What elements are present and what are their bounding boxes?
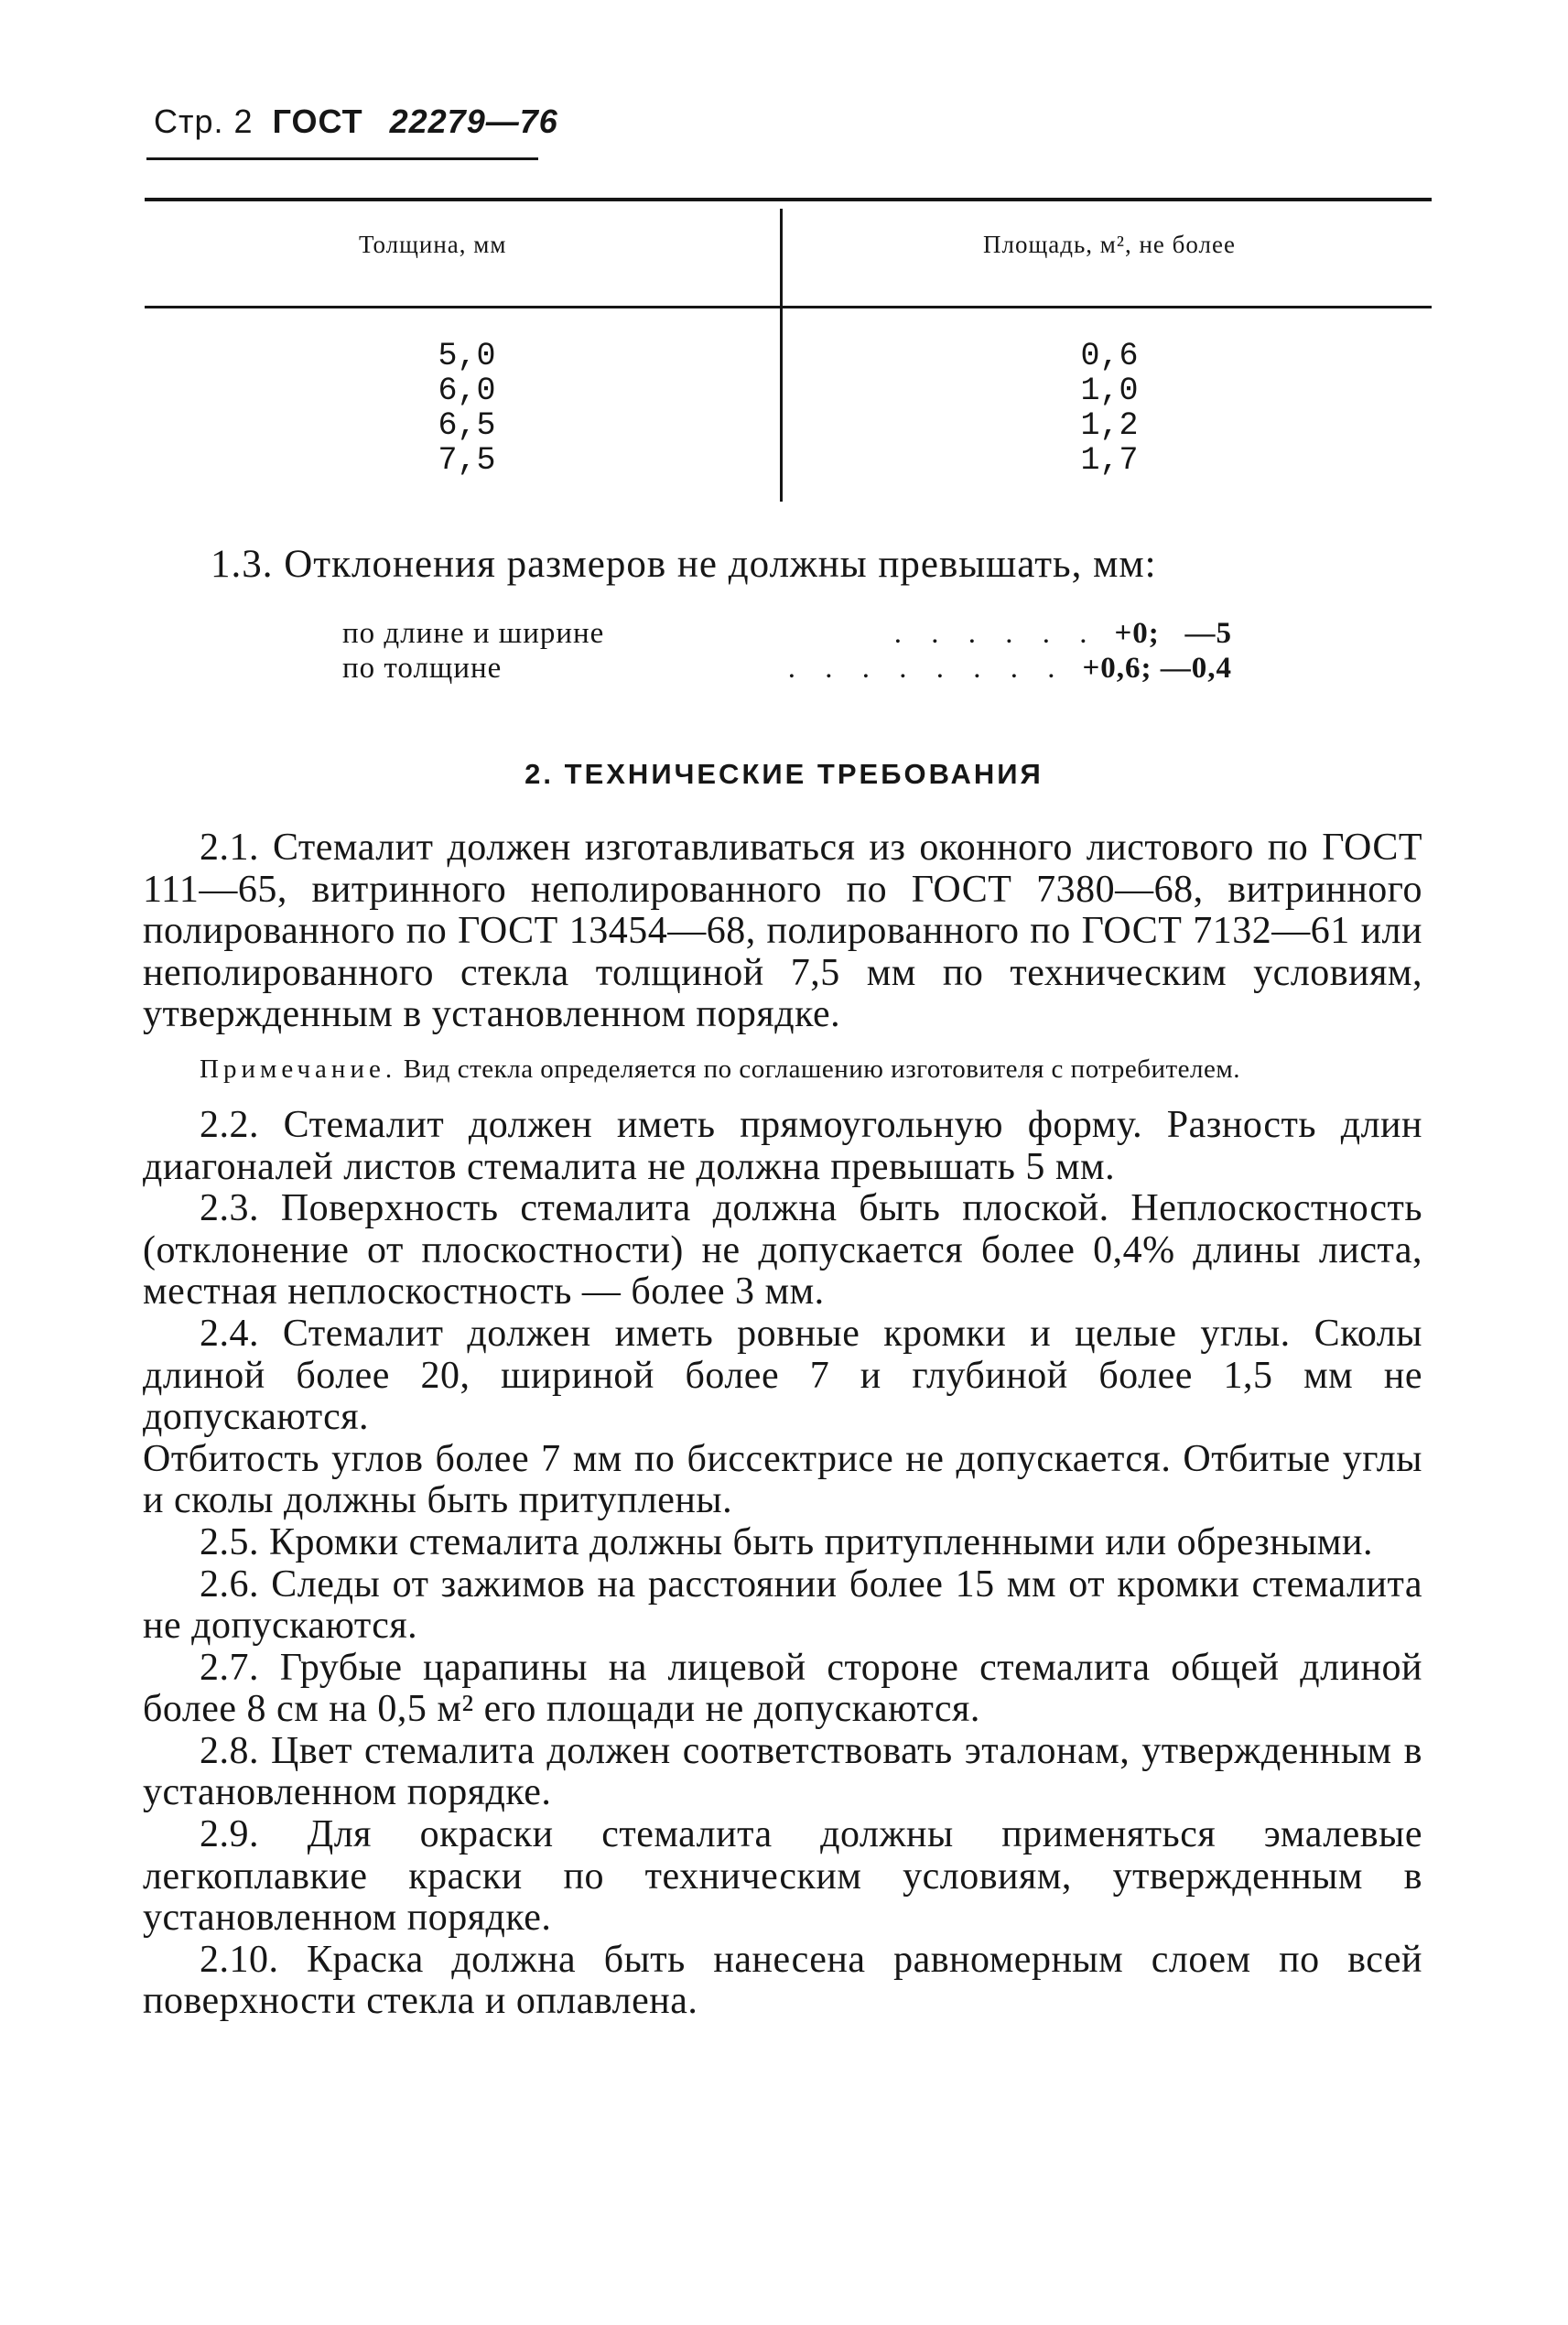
table-cell: 7,5 [438, 442, 496, 479]
table-cell: 6,5 [438, 407, 496, 444]
paragraph-2-9: 2.9. Для окраски стемалита должны применяться эмалевые легкоплавкие краски по техническим условиям, утвержденным в установленном порядке. [143, 1813, 1422, 1940]
leader-dots: . . . . . . . . [787, 652, 1066, 685]
paragraph-2-4-continued: Отбитость углов более 7 мм по биссектрисе не допускается. Отбитые углы и сколы должны быть притуплены. [143, 1437, 1422, 1522]
table-column-thickness [412, 339, 522, 478]
table-cell: 0,6 [1080, 338, 1139, 374]
deviation-label: по толщине [342, 652, 503, 685]
table-column-area [1054, 339, 1164, 478]
paragraph-2-2: 2.2. Стемалит должен иметь прямоугольную форму. Разность длин диагоналей листов стемалита не должна превышать 5 мм. [143, 1103, 1422, 1188]
table-header-thickness: Толщина, мм [359, 231, 507, 258]
table-cell: 5,0 [438, 338, 496, 374]
paragraph-1-3: 1.3. Отклонения размеров не должны превышать, мм: [211, 543, 1157, 586]
page-header [154, 103, 558, 141]
leader-dots: . . . . . . [893, 617, 1098, 650]
deviation-value: +0,6; —0,4 [1082, 652, 1232, 685]
table-cell: 1,7 [1080, 442, 1139, 479]
table-cell: 1,2 [1080, 407, 1139, 444]
paragraph-2-6: 2.6. Следы от зажимов на расстоянии более 15 мм от кромки стемалита не допускаются. [143, 1563, 1422, 1648]
deviation-label: по длине и ширине [342, 617, 605, 650]
table-cell: 1,0 [1080, 373, 1139, 409]
table-header-area: Площадь, м², не более [983, 231, 1236, 258]
standard-number: 22279—76 [389, 103, 558, 140]
table-top-rule [145, 198, 1432, 201]
deviation-row-thickness [342, 652, 1232, 686]
note [143, 1054, 1422, 1085]
section-title: 2. ТЕХНИЧЕСКИЕ ТРЕБОВАНИЯ [524, 758, 1044, 790]
paragraph-2-10: 2.10. Краска должна быть нанесена равномерным слоем по всей поверхности стекла и оплавлена. [143, 1938, 1422, 2023]
deviation-value: +0; —5 [1114, 617, 1232, 650]
note-label: Примечание. [200, 1054, 397, 1084]
deviation-row-length-width [342, 617, 1232, 651]
page-number-label: Стр. 2 [154, 103, 254, 140]
note-text: Вид стекла определяется по соглашению изготовителя с потребителем. [403, 1054, 1240, 1084]
paragraph-2-3: 2.3. Поверхность стемалита должна быть плоской. Неплоскостность (отклонение от плоскостности) не допускается более 0,4% длины листа, местная неплоскостность — более 3 мм. [143, 1187, 1422, 1314]
table-cell: 6,0 [438, 373, 496, 409]
table-column-divider [780, 209, 783, 502]
header-rule [146, 157, 538, 160]
paragraph-2-5: 2.5. Кромки стемалита должны быть притупленными или обрезными. [200, 1520, 1373, 1563]
table-header-rule [145, 306, 1432, 308]
standard-label: ГОСТ [272, 103, 363, 140]
paragraph-2-1: 2.1. Стемалит должен изготавливаться из оконного листового по ГОСТ 111—65, витринного неполированного по ГОСТ 7380—68, витринного полированного по ГОСТ 13454—68, полированного по ГОСТ 7132—61 или неполированного стекла толщиной 7,5 мм по техническим условиям, утвержденным в установленном порядке. [143, 827, 1422, 1036]
paragraph-2-8: 2.8. Цвет стемалита должен соответствовать эталонам, утвержденным в установленном порядке. [143, 1729, 1422, 1814]
paragraph-2-7: 2.7. Грубые царапины на лицевой стороне стемалита общей длиной более 8 см на 0,5 м² его площади не допускаются. [143, 1646, 1422, 1731]
section-2-body [143, 827, 1422, 2023]
paragraph-2-4: 2.4. Стемалит должен иметь ровные кромки и целые углы. Сколы длиной более 20, шириной более 7 и глубиной более 1,5 мм не допускаются. [143, 1312, 1422, 1439]
